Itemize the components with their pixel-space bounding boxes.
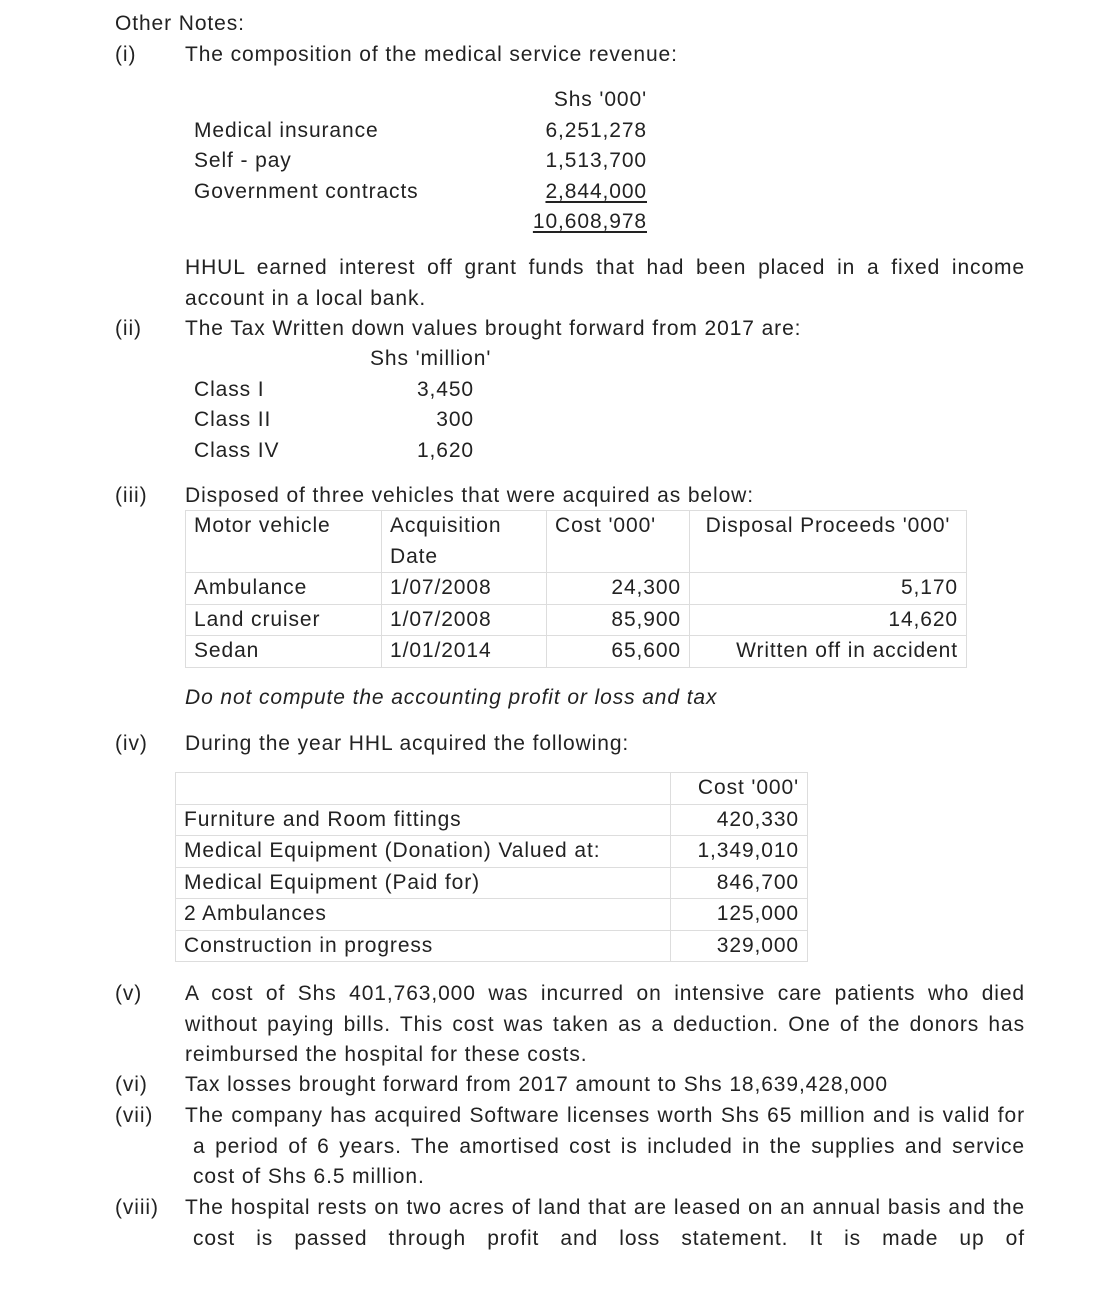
- table-header-row: [176, 773, 808, 805]
- note-6-text: Tax losses brought forward from 2017 amount to Shs 18,639,428,000: [185, 1073, 888, 1096]
- note-2-title: The Tax Written down values brought forward from 2017 are:: [185, 317, 802, 340]
- instruction: Do not compute the accounting profit or loss and tax: [185, 686, 718, 709]
- header-cell: Cost '000': [671, 773, 808, 805]
- cell: 65,600: [547, 636, 690, 668]
- cell: Furniture and Room fittings: [176, 804, 671, 836]
- note-8-text: The hospital rests on two acres of land that are leased on an annual basis and the cost is passed through profit and loss statement. It is made up of: [185, 1196, 1025, 1250]
- cell: Construction in progress: [176, 930, 671, 962]
- revenue-value: 1,513,700: [545, 149, 647, 172]
- note-1-title: The composition of the medical service revenue:: [185, 43, 678, 66]
- cell: 1/07/2008: [382, 604, 547, 636]
- note-4-number: (iv): [115, 732, 148, 755]
- table-row: [186, 573, 967, 605]
- cell: 85,900: [547, 604, 690, 636]
- note-8-number: (viii): [115, 1196, 159, 1219]
- revenue-value: 2,844,000: [545, 180, 647, 203]
- cell: 420,330: [671, 804, 808, 836]
- note-6-number: (vi): [115, 1073, 148, 1096]
- cell: 1/01/2014: [382, 636, 547, 668]
- table-row: [176, 867, 808, 899]
- cell: Sedan: [186, 636, 382, 668]
- table-row: [186, 604, 967, 636]
- table-row: [176, 836, 808, 868]
- cell: 2 Ambulances: [176, 899, 671, 931]
- table-row: [176, 930, 808, 962]
- cell: Ambulance: [186, 573, 382, 605]
- revenue-label: Government contracts: [194, 180, 419, 203]
- note-7-number: (vii): [115, 1104, 154, 1127]
- note-1-text: HHUL earned interest off grant funds that had been placed in a fixed income account in a local bank.: [185, 256, 1025, 310]
- revenue-label: Self - pay: [194, 149, 292, 172]
- table-row: [176, 899, 808, 931]
- revenue-total: 10,608,978: [532, 210, 647, 233]
- note-5-number: (v): [115, 982, 143, 1005]
- revenue-label: Medical insurance: [194, 119, 379, 142]
- vehicle-disposal-table: [185, 510, 967, 668]
- wdv-value: 1,620: [416, 439, 474, 462]
- cell: 329,000: [671, 930, 808, 962]
- wdv-label: Class II: [194, 408, 272, 431]
- note-2-number: (ii): [115, 317, 142, 340]
- cell: 125,000: [671, 899, 808, 931]
- revenue-unit: Shs '000': [553, 88, 647, 111]
- heading: Other Notes:: [115, 12, 245, 35]
- wdv-value: 3,450: [416, 378, 474, 401]
- header-cell: Disposal Proceeds '000': [690, 511, 967, 573]
- table-header-row: [186, 511, 967, 573]
- cell: 846,700: [671, 867, 808, 899]
- revenue-value: 6,251,278: [545, 119, 647, 142]
- wdv-label: Class IV: [194, 439, 280, 462]
- cell: Medical Equipment (Paid for): [176, 867, 671, 899]
- table-row: [186, 636, 967, 668]
- cell: 14,620: [690, 604, 967, 636]
- header-cell: Motor vehicle: [186, 511, 382, 573]
- table-row: [176, 804, 808, 836]
- note-3-number: (iii): [115, 484, 148, 507]
- cell: Land cruiser: [186, 604, 382, 636]
- note-5-text: A cost of Shs 401,763,000 was incurred on intensive care patients who died without paying bills. This cost was taken as a deduction. One of the donors has reimbursed the hospital for these costs.: [185, 982, 1025, 1066]
- header-cell: Cost '000': [547, 511, 690, 573]
- wdv-label: Class I: [194, 378, 265, 401]
- cell: Written off in accident: [690, 636, 967, 668]
- wdv-unit: Shs 'million': [370, 347, 492, 370]
- note-7-text: The company has acquired Software licenses worth Shs 65 million and is valid for a period of 6 years. The amortised cost is included in the supplies and service cost of Shs 6.5 million.: [185, 1104, 1025, 1188]
- note-4-title: During the year HHL acquired the following:: [185, 732, 630, 755]
- note-1-number: (i): [115, 43, 137, 66]
- note-3-title: Disposed of three vehicles that were acquired as below:: [185, 484, 754, 507]
- cell: 5,170: [690, 573, 967, 605]
- cell: Medical Equipment (Donation) Valued at:: [176, 836, 671, 868]
- acquisitions-table: [175, 772, 808, 962]
- header-cell: Acquisition Date: [382, 511, 547, 573]
- cell: 1,349,010: [671, 836, 808, 868]
- cell: 1/07/2008: [382, 573, 547, 605]
- cell: 24,300: [547, 573, 690, 605]
- wdv-value: 300: [436, 408, 474, 431]
